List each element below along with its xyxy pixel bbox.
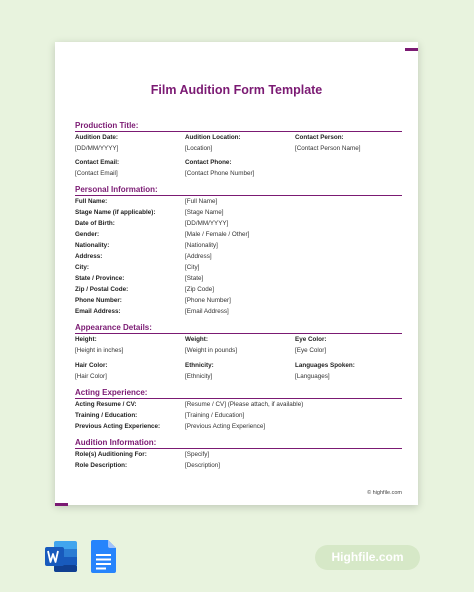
audition-location-value: [Location] <box>185 145 213 152</box>
section-acting-heading: Acting Experience: <box>75 388 148 397</box>
personal-label: State / Province: <box>75 275 125 282</box>
contact-person-label: Contact Person: <box>295 134 344 141</box>
hair-color-value: [Hair Color] <box>75 373 107 380</box>
languages-label: Languages Spoken: <box>295 362 355 369</box>
personal-label: Stage Name (if applicable): <box>75 209 156 216</box>
personal-label: Gender: <box>75 231 100 238</box>
ethnicity-label: Ethnicity: <box>185 362 214 369</box>
audition-value: [Specify] <box>185 451 210 458</box>
personal-value: [Stage Name] <box>185 209 224 216</box>
personal-label: Date of Birth: <box>75 220 115 227</box>
section-divider <box>75 333 402 334</box>
ethnicity-value: [Ethnicity] <box>185 373 213 380</box>
acting-value: [Resume / CV] (Please attach, if available) <box>185 401 304 408</box>
contact-email-label: Contact Email: <box>75 159 120 166</box>
personal-value: [Male / Female / Other] <box>185 231 250 238</box>
section-production-heading: Production Title: <box>75 121 139 130</box>
google-docs-icon[interactable] <box>91 540 116 573</box>
brand-badge[interactable]: Highfile.com <box>315 545 420 570</box>
personal-value: [Zip Code] <box>185 286 215 293</box>
eye-color-label: Eye Color: <box>295 336 327 343</box>
form-page <box>55 42 418 505</box>
section-divider <box>75 448 402 449</box>
personal-label: Email Address: <box>75 308 121 315</box>
personal-label: City: <box>75 264 89 271</box>
personal-value: [Phone Number] <box>185 297 231 304</box>
personal-value: [State] <box>185 275 204 282</box>
eye-color-value: [Eye Color] <box>295 347 327 354</box>
personal-value: [DD/MM/YYYY] <box>185 220 229 227</box>
hair-color-label: Hair Color: <box>75 362 108 369</box>
acting-value: [Training / Education] <box>185 412 245 419</box>
contact-phone-label: Contact Phone: <box>185 159 232 166</box>
contact-email-value: [Contact Email] <box>75 170 118 177</box>
section-divider <box>75 195 402 196</box>
audition-date-label: Audition Date: <box>75 134 119 141</box>
personal-label: Full Name: <box>75 198 108 205</box>
height-label: Height: <box>75 336 97 343</box>
corner-accent-bottom <box>55 503 68 506</box>
height-value: [Height in inches] <box>75 347 124 354</box>
audition-label: Role(s) Auditioning For: <box>75 451 147 458</box>
section-personal-heading: Personal Information: <box>75 185 158 194</box>
microsoft-word-icon[interactable] <box>44 540 78 573</box>
audition-location-label: Audition Location: <box>185 134 241 141</box>
corner-accent-top <box>405 48 418 51</box>
audition-date-value: [DD/MM/YYYY] <box>75 145 119 152</box>
languages-value: [Languages] <box>295 373 330 380</box>
acting-label: Acting Resume / CV: <box>75 401 137 408</box>
audition-value: [Description] <box>185 462 220 469</box>
personal-value: [Address] <box>185 253 212 260</box>
section-divider <box>75 398 402 399</box>
section-appearance-heading: Appearance Details: <box>75 323 152 332</box>
acting-value: [Previous Acting Experience] <box>185 423 266 430</box>
personal-label: Phone Number: <box>75 297 122 304</box>
audition-label: Role Description: <box>75 462 128 469</box>
personal-label: Address: <box>75 253 103 260</box>
acting-label: Training / Education: <box>75 412 138 419</box>
section-audition-heading: Audition Information: <box>75 438 157 447</box>
weight-label: Weight: <box>185 336 208 343</box>
contact-phone-value: [Contact Phone Number] <box>185 170 255 177</box>
personal-value: [Full Name] <box>185 198 218 205</box>
copyright-text: © highfile.com <box>367 490 402 496</box>
form-title: Film Audition Form Template <box>150 83 323 97</box>
personal-value: [Email Address] <box>185 308 229 315</box>
section-divider <box>75 131 402 132</box>
weight-value: [Weight in pounds] <box>185 347 238 354</box>
personal-label: Zip / Postal Code: <box>75 286 129 293</box>
acting-label: Previous Acting Experience: <box>75 423 161 430</box>
personal-label: Nationality: <box>75 242 110 249</box>
personal-value: [Nationality] <box>185 242 218 249</box>
contact-person-value: [Contact Person Name] <box>295 145 361 152</box>
personal-value: [City] <box>185 264 200 271</box>
